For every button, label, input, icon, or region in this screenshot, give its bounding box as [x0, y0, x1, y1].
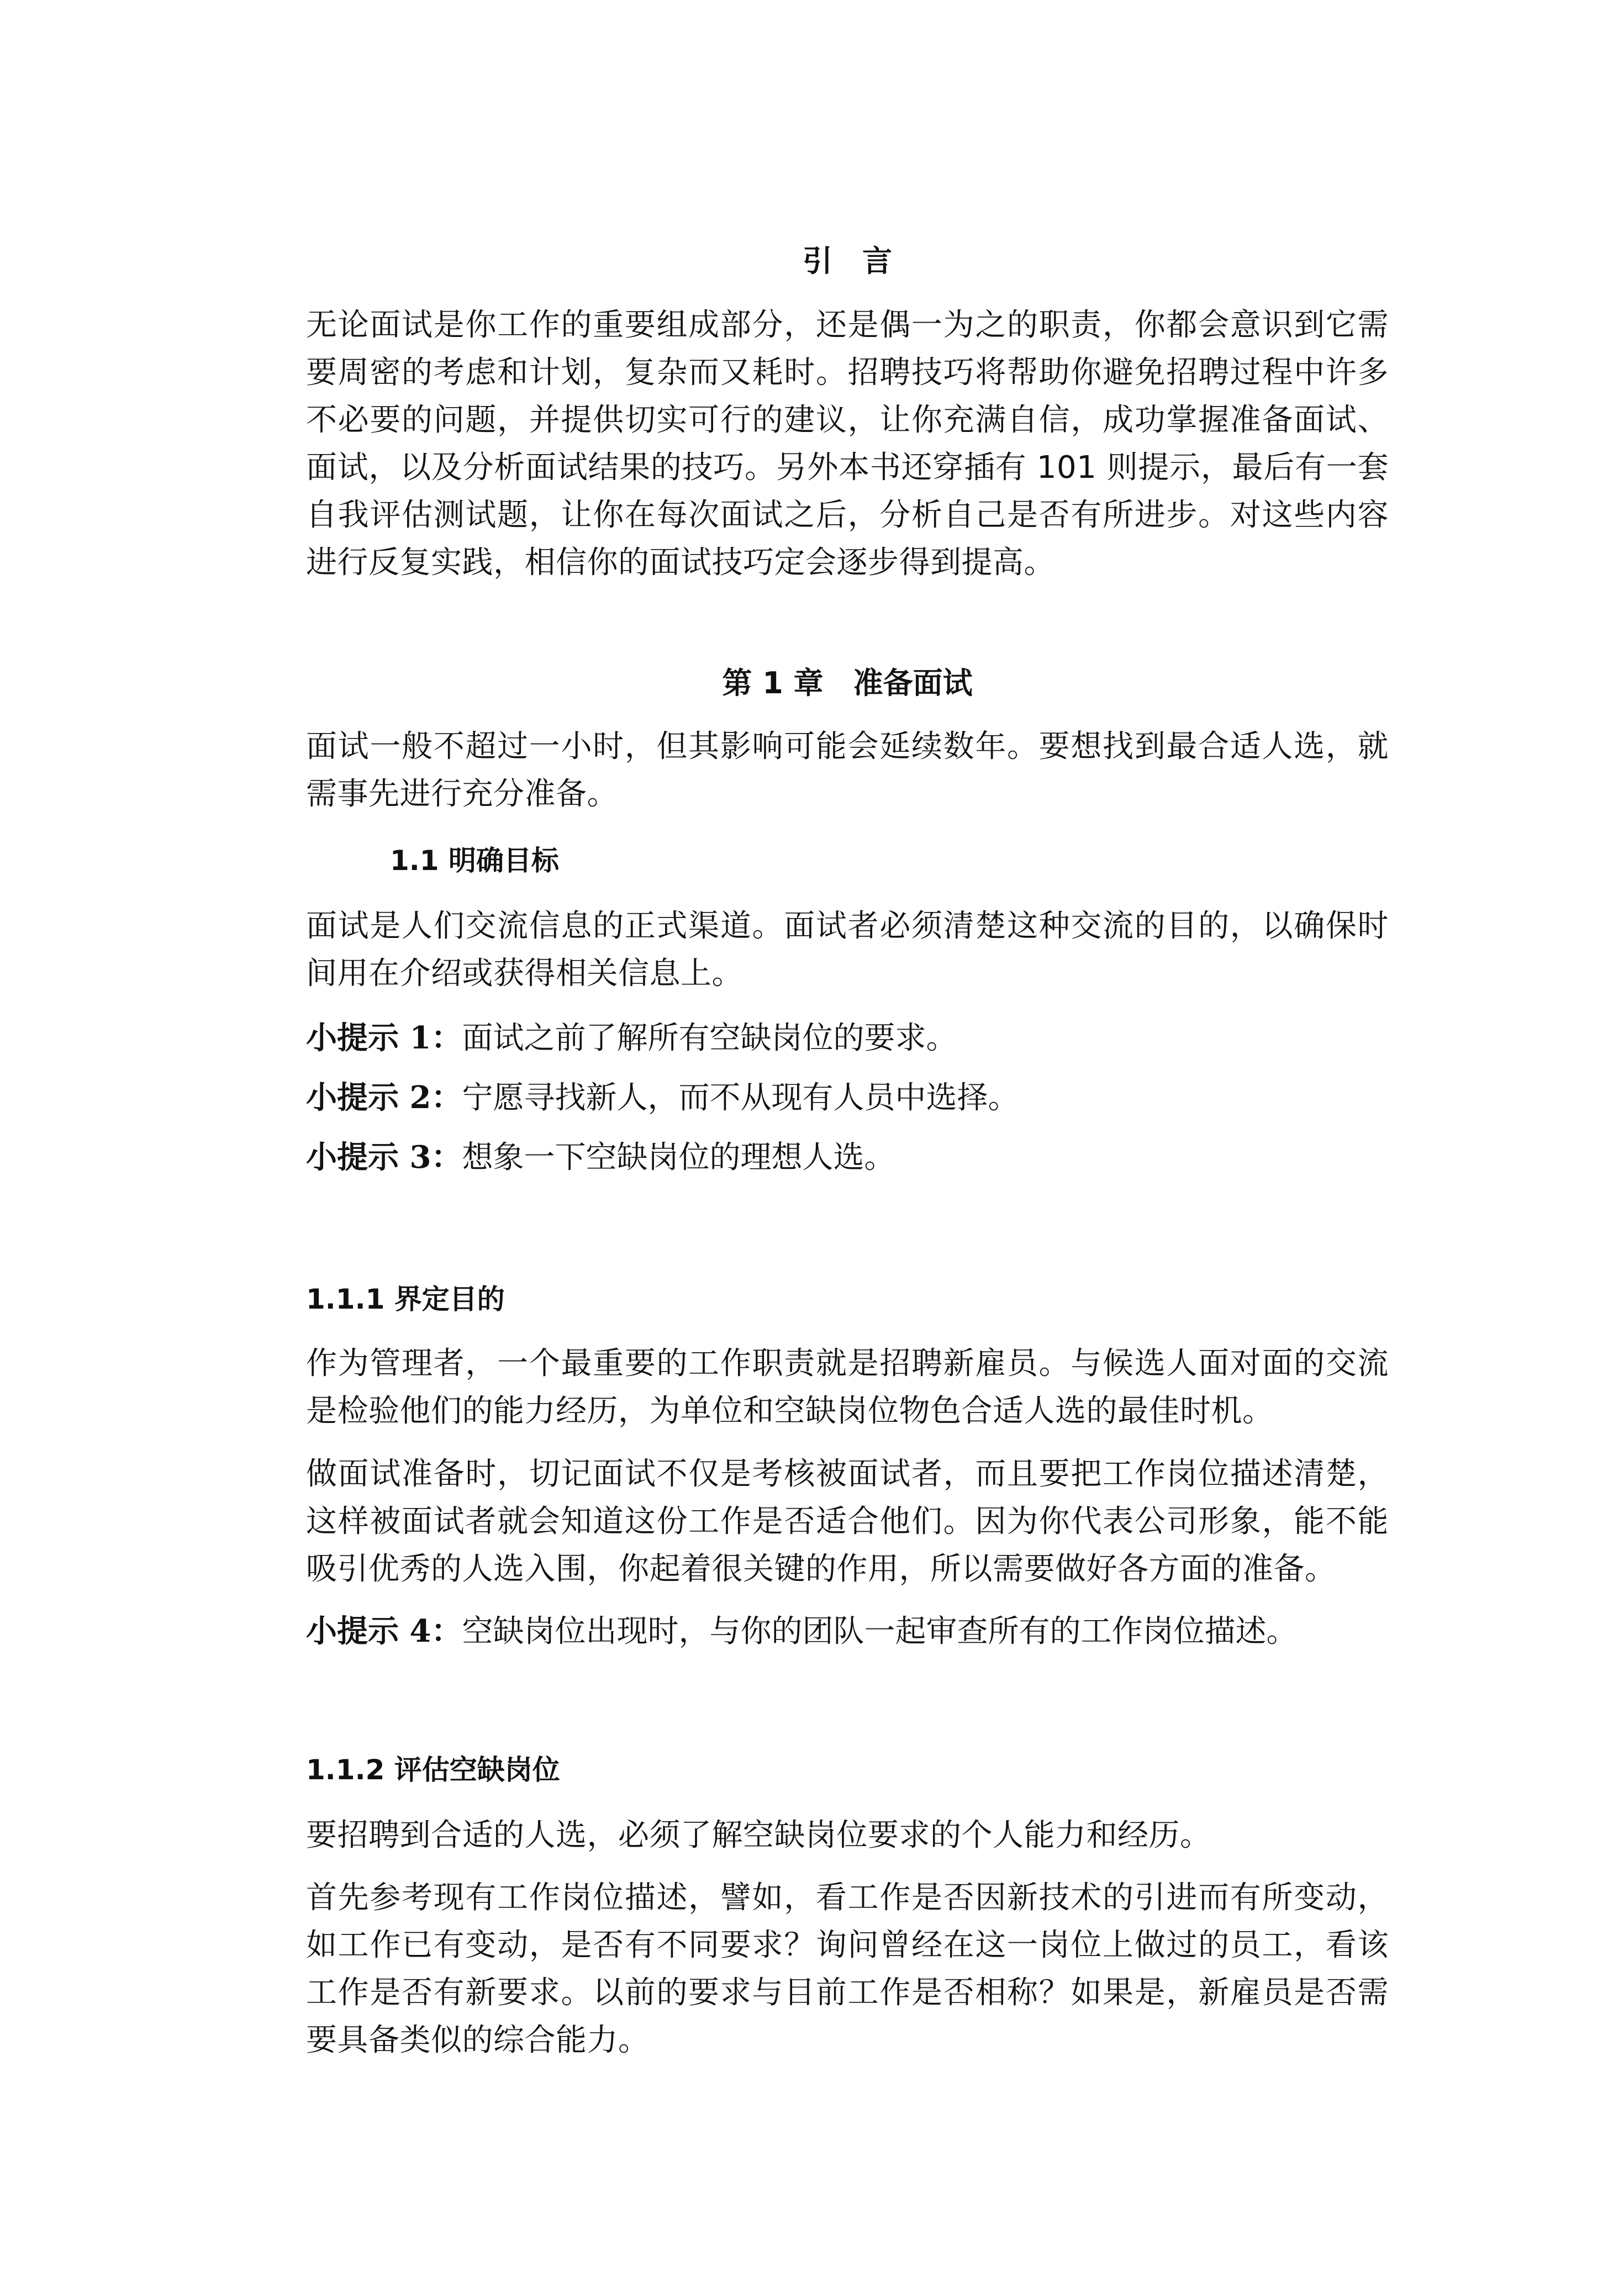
section-1-1-2-paragraph-1: 要招聘到合适的人选，必须了解空缺岗位要求的个人能力和经历。 — [306, 1817, 1211, 1853]
intro-title: 引 言 — [803, 244, 892, 278]
tip-label: 小提示 3： — [306, 1139, 462, 1175]
tip-text: 空缺岗位出现时，与你的团队一起审查所有的工作岗位描述。 — [462, 1614, 1298, 1649]
tip-1 — [306, 1014, 1389, 1062]
chapter-title: 第 1 章 准备面试 — [722, 666, 973, 700]
section-1-1-2-paragraph-2: 首先参考现有工作岗位描述，譬如，看工作是否因新技术的引进而有所变动，如工作已有变动，是否有不同要求？询问曾经在这一岗位上做过的员工，看该工作是否有新要求。以前的要求与目前工作是否相称？如果是，新雇员是否需要具备类似的综合能力。 — [306, 1880, 1389, 2058]
tip-label: 小提示 4： — [306, 1613, 462, 1649]
chapter-intro-paragraph: 面试一般不超过一小时，但其影响可能会延续数年。要想找到最合适人选，就需事先进行充分准备。 — [306, 729, 1389, 812]
document-page — [306, 0, 1389, 2288]
tip-2 — [306, 1074, 1389, 1122]
intro-paragraph: 无论面试是你工作的重要组成部分，还是偶一为之的职责，你都会意识到它需要周密的考虑和计划，复杂而又耗时。招聘技巧将帮助你避免招聘过程中许多不必要的问题，并提供切实可行的建议，让你充满自信，成功掌握准备面试、面试，以及分析面试结果的技巧。另外本书还穿插有 101 则提示，最后有一套自我评估测试题，让你在每次面试之后，分析自己是否有所进步。对这些内容进行反复实践，相信你的面试技巧定会逐步得到提高。 — [306, 307, 1389, 581]
section-1-1-2-heading: 1.1.2 评估空缺岗位 — [306, 1754, 560, 1786]
section-1-1-1-paragraph-2: 做面试准备时，切记面试不仅是考核被面试者，而且要把工作岗位描述清楚，这样被面试者就会知道这份工作是否适合他们。因为你代表公司形象，能不能吸引优秀的人选入围，你起着很关键的作用，所以需要做好各方面的准备。 — [306, 1456, 1389, 1587]
tip-label: 小提示 1： — [306, 1020, 462, 1056]
tip-4 — [306, 1607, 1389, 1656]
tip-text: 面试之前了解所有空缺岗位的要求。 — [462, 1020, 957, 1056]
tip-text: 宁愿寻找新人，而不从现有人员中选择。 — [462, 1080, 1019, 1116]
tip-3 — [306, 1134, 1389, 1182]
tip-label: 小提示 2： — [306, 1079, 462, 1116]
tip-text: 想象一下空缺岗位的理想人选。 — [462, 1140, 895, 1175]
section-1-1-1-heading: 1.1.1 界定目的 — [306, 1283, 505, 1315]
section-1-1-paragraph: 面试是人们交流信息的正式渠道。面试者必须清楚这种交流的目的，以确保时间用在介绍或获得相关信息上。 — [306, 908, 1389, 992]
section-1-1-1-paragraph-1: 作为管理者，一个最重要的工作职责就是招聘新雇员。与候选人面对面的交流是检验他们的能力经历，为单位和空缺岗位物色合适人选的最佳时机。 — [306, 1346, 1389, 1429]
section-1-1-heading: 1.1 明确目标 — [390, 845, 559, 877]
